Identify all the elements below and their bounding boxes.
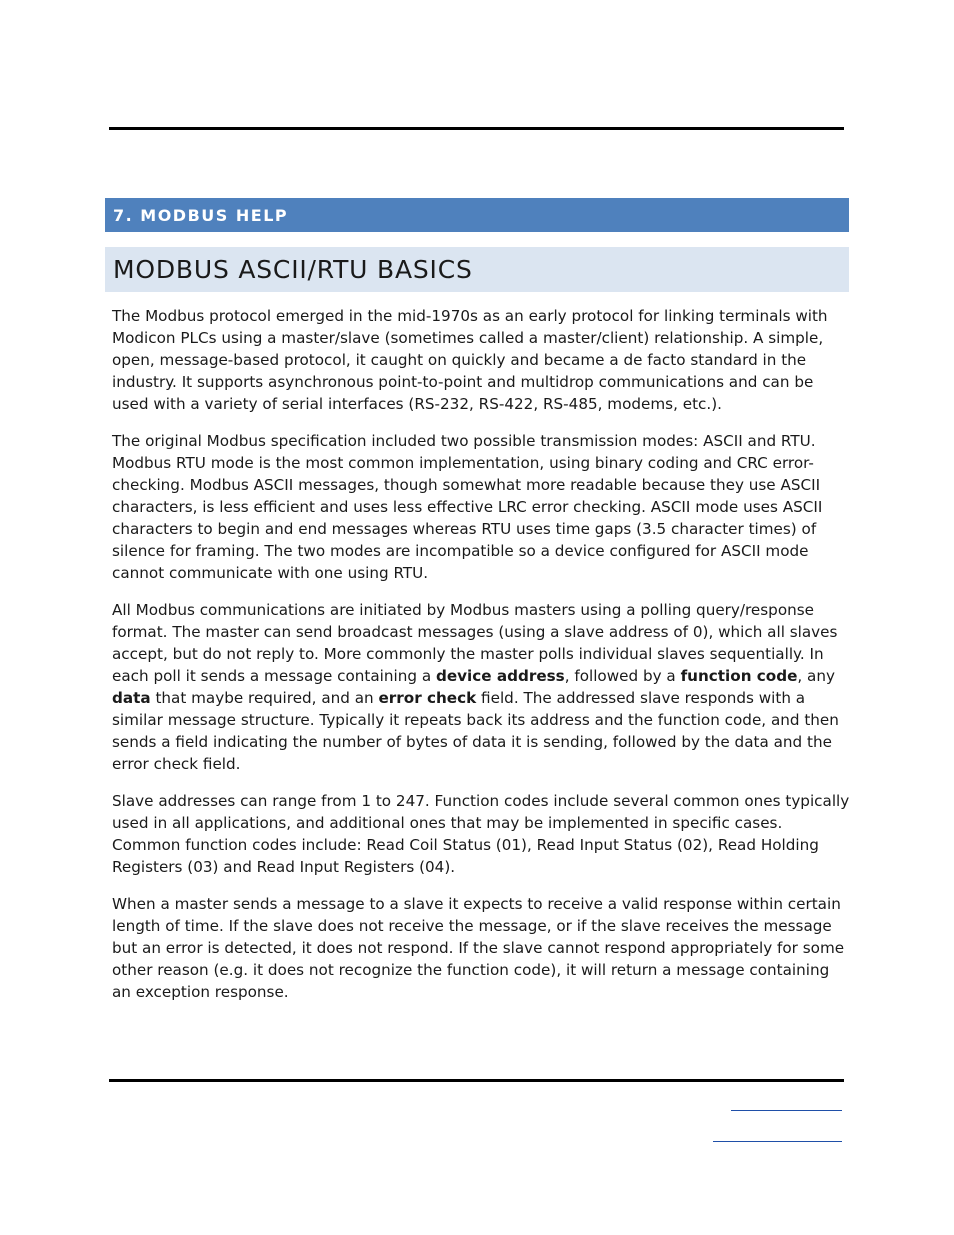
footer-rule xyxy=(109,1079,844,1082)
chapter-banner xyxy=(105,198,849,232)
term-function-code: function code xyxy=(680,667,798,685)
body-text xyxy=(112,305,850,1018)
paragraph-transmission-modes: The original Modbus specification included two possible transmission modes: ASCII and RTU. Modbus RTU mode is the most common implementation, using binary coding and CRC error-checking. Modbus ASCII messages, though somewhat more readable because they use ASCII characters, is less efficient and uses less effective LRC error checking. ASCII mode uses ASCII characters to begin and end messages whereas RTU uses time gaps (3.5 character times) of silence for framing. The two modes are incompatible so a device configured for ASCII mode cannot communicate with one using RTU. xyxy=(112,432,823,582)
header-rule xyxy=(109,127,844,130)
section-title: MODBUS ASCII/RTU BASICS xyxy=(113,255,473,284)
term-error-check: error check xyxy=(378,689,477,707)
term-device-address: device address xyxy=(435,667,565,685)
text-run: All Modbus communications are initiated by Modbus masters using a polling query/response format. The master can send broadcast messages (using a slave address of 0), which all slaves accept, but do not reply to. More commonly the master polls individual slaves sequentially. In each poll it sends a message containing a xyxy=(112,601,838,685)
paragraph-intro: The Modbus protocol emerged in the mid-1970s as an early protocol for linking terminals with Modicon PLCs using a master/slave (sometimes called a master/client) relationship. A simple, open, message-based protocol, it caught on quickly and became a de facto standard in the industry. It supports asynchronous point-to-point and multidrop communications and can be used with a variety of serial interfaces (RS-232, RS-422, RS-485, modems, etc.). xyxy=(112,307,828,413)
text-run: field. The addressed slave responds with a similar message structure. Typically it repeats back its address and the function code, and then sends a field indicating the number of bytes of data it is sending, followed by the data and the error check field. xyxy=(112,689,839,773)
term-data: data xyxy=(112,689,151,707)
footer-link-underline[interactable] xyxy=(731,1110,842,1111)
text-run: , followed by a xyxy=(564,667,681,685)
paragraph-communications xyxy=(112,599,850,775)
footer-link-underline[interactable] xyxy=(713,1141,842,1142)
chapter-title: 7. MODBUS HELP xyxy=(113,205,289,225)
section-banner xyxy=(105,247,849,292)
paragraph-response: When a master sends a message to a slave it expects to receive a valid response within certain length of time. If the slave does not receive the message, or if the slave receives the message but an error is detected, it does not respond. If the slave cannot respond appropriately for some other reason (e.g. it does not recognize the function code), it will return a message containing an exception response. xyxy=(112,895,845,1001)
text-run: , any xyxy=(797,667,835,685)
paragraph-slave-addresses: Slave addresses can range from 1 to 247. Function codes include several common ones typically used in all applications, and additional ones that may be implemented in specific cases. Common function codes include: Read Coil Status (01), Read Input Status (02), Read Holding Registers (03) and Read Input Registers (04). xyxy=(112,792,850,876)
text-run: that maybe required, and an xyxy=(150,689,379,707)
